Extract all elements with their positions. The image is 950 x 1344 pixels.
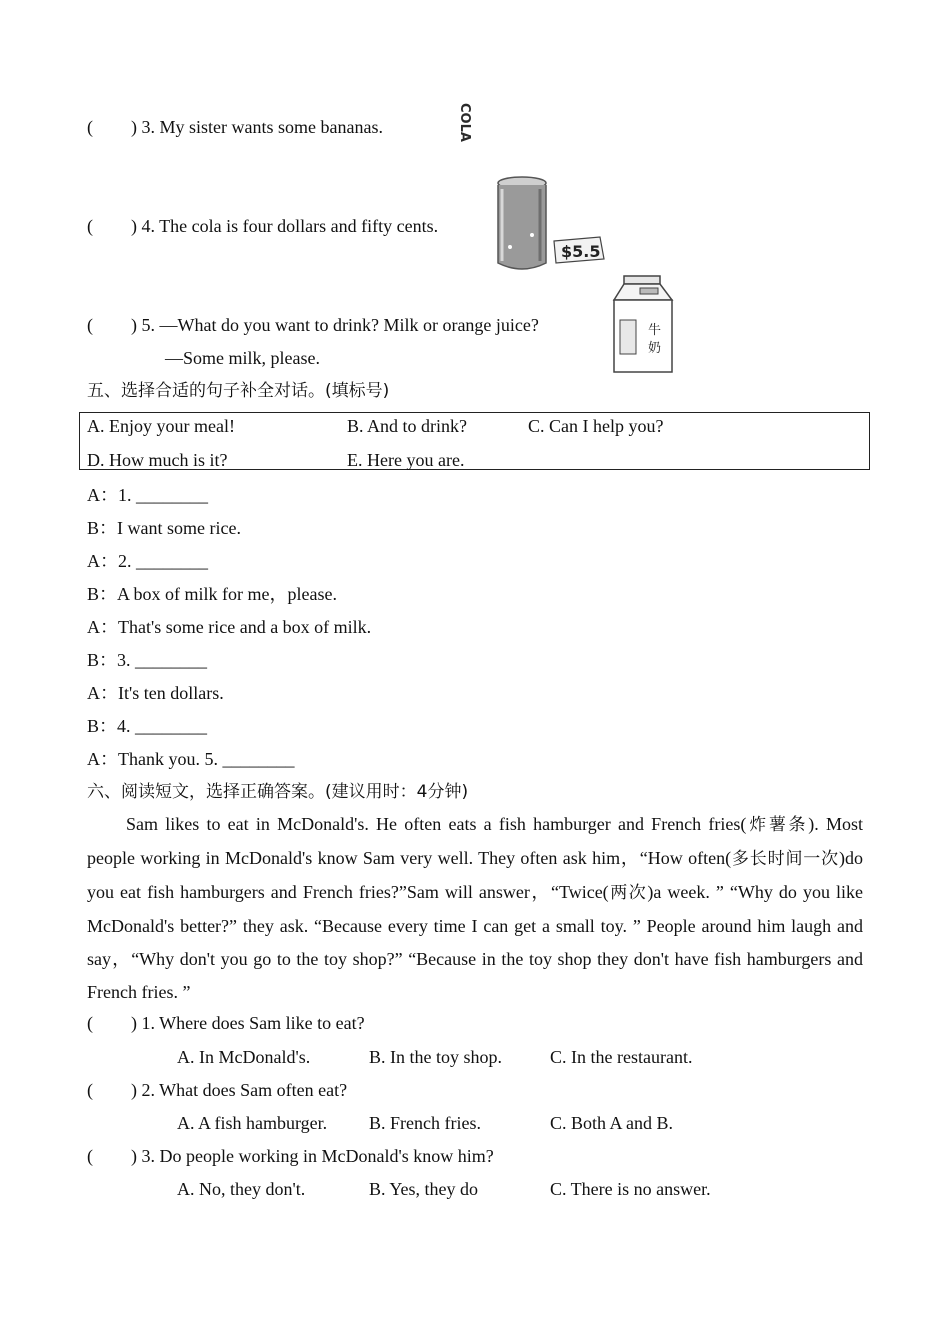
- dialog-line: B：3. ________: [87, 650, 208, 670]
- cola-can-illustration: [457, 103, 609, 275]
- rq1-option-b: B. In the toy shop.: [369, 1047, 502, 1067]
- price-tag: $5.5: [561, 242, 601, 261]
- passage-text: )do you eat fish hamburgers and French fries?”Sam will answer，“Twice(: [87, 848, 863, 902]
- dialog-line: A：Thank you. 5. ________: [87, 749, 295, 769]
- passage-gloss: 两次: [608, 883, 648, 903]
- section5-heading: 五、选择合适的句子补全对话。(填标号): [87, 381, 390, 401]
- passage-gloss: 炸薯条: [746, 815, 809, 835]
- q3-text: ) 3. My sister wants some bananas.: [131, 117, 383, 137]
- q5-text: ) 5. —What do you want to drink? Milk or orange juice?: [131, 315, 539, 335]
- q3-paren: (: [87, 117, 93, 137]
- q5-answer: —Some milk, please.: [165, 348, 320, 368]
- dialog-line: A：That's some rice and a box of milk.: [87, 617, 372, 637]
- rq1-option-c: C. In the restaurant.: [550, 1047, 693, 1067]
- option-d: D. How much is it?: [87, 450, 228, 470]
- milk-carton-illustration: [610, 274, 676, 376]
- milk-label-2: 奶: [648, 341, 662, 356]
- rq3-option-b: B. Yes, they do: [369, 1179, 479, 1199]
- dialog-line: B：4. ________: [87, 716, 208, 736]
- passage-text: ). Most people working in McDonald's know Sam very well. They often ask him，“How often(: [87, 814, 864, 868]
- rq1-option-a: A. In McDonald's.: [177, 1047, 311, 1067]
- passage-text: Sam likes to eat in McDonald's. He often eats a fish hamburger and French fries(: [126, 814, 747, 834]
- rq3-option-a: A. No, they don't.: [177, 1179, 306, 1199]
- option-a: A. Enjoy your meal!: [87, 416, 235, 436]
- rq1-paren: (: [87, 1013, 93, 1033]
- q4-paren: (: [87, 216, 93, 236]
- q4-text: ) 4. The cola is four dollars and fifty cents.: [131, 216, 439, 236]
- rq3-option-c: C. There is no answer.: [550, 1179, 711, 1199]
- q5-paren: (: [87, 315, 93, 335]
- dialog-line: A：2. ________: [87, 551, 208, 571]
- passage-gloss: 多长时间一次: [731, 849, 839, 869]
- reading-passage: [87, 808, 863, 1009]
- option-b: B. And to drink?: [347, 416, 467, 436]
- dialog-line: A：It's ten dollars.: [87, 683, 224, 703]
- option-c: C. Can I help you?: [528, 416, 664, 436]
- milk-label-1: 牛: [648, 323, 662, 338]
- rq2-option-a: A. A fish hamburger.: [177, 1113, 328, 1133]
- rq3-text: ) 3. Do people working in McDonald's know him?: [131, 1146, 494, 1166]
- dialog-line: B：A box of milk for me，please.: [87, 584, 337, 604]
- dialog-line: B：I want some rice.: [87, 518, 241, 538]
- rq2-option-b: B. French fries.: [369, 1113, 481, 1133]
- dialog-line: A：1. ________: [87, 485, 208, 505]
- rq2-paren: (: [87, 1080, 93, 1100]
- rq2-option-c: C. Both A and B.: [550, 1113, 674, 1133]
- rq1-text: ) 1. Where does Sam like to eat?: [131, 1013, 365, 1033]
- option-e: E. Here you are.: [347, 450, 465, 470]
- rq2-text: ) 2. What does Sam often eat?: [131, 1080, 348, 1100]
- section6-heading: 六、阅读短文，选择正确答案。(建议用时：4分钟): [87, 782, 469, 802]
- cola-can-label: COLA: [457, 103, 472, 142]
- passage-text: )a week. ” “Why do you like McDonald's better?” they ask. “Because every time I can get a small toy. ” People around him laugh and say，“Why don't you go to the toy shop?” “Because in the toy shop they don't have fish hamburgers and French fries. ”: [87, 882, 864, 1002]
- rq3-paren: (: [87, 1146, 93, 1166]
